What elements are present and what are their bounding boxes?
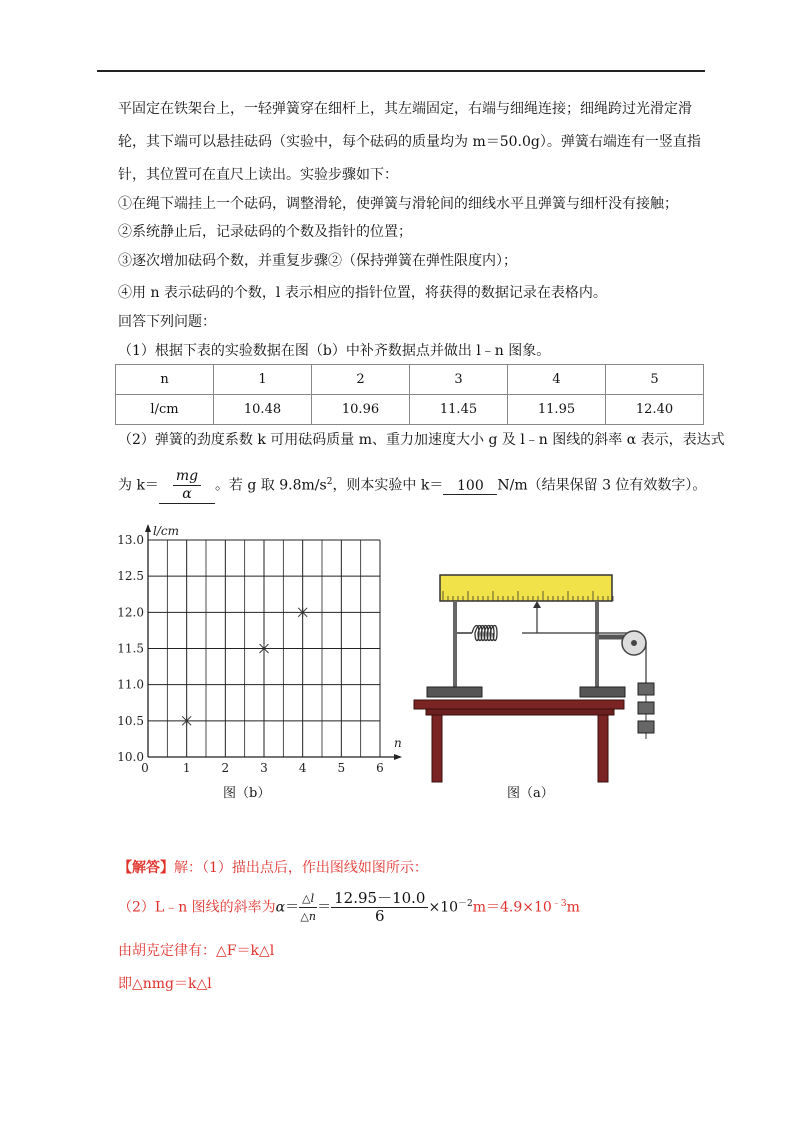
right-base	[580, 687, 625, 697]
y-tick-label: 12.5	[117, 569, 144, 584]
table-cell: 10.48	[214, 395, 312, 425]
figure-b-caption: 图（b）	[223, 786, 271, 801]
table-cell: 10.96	[312, 395, 410, 425]
y-tick-label: 12.0	[117, 605, 144, 620]
y-tick-label: 13.0	[117, 533, 144, 547]
slope-prefix: （2）L﹣n 图线的斜率为	[118, 899, 276, 916]
slope-result: m＝4.9×10	[472, 899, 552, 916]
spring	[472, 626, 497, 641]
delta-n: △n	[300, 910, 316, 923]
k-value-suffix: N/m（结果保留 3 位有效数字）。	[497, 477, 707, 494]
delta-l: △l	[299, 890, 317, 908]
ruler	[440, 575, 612, 601]
exponent-2: ﹣3	[551, 898, 567, 909]
table-cell: 4	[508, 365, 606, 395]
table-leg-left	[432, 715, 442, 782]
figure-a-caption: 图（a）	[507, 786, 554, 801]
question-1: （1）根据下表的实验数据在图（b）中补齐数据点并做出 l﹣n 图象。	[118, 343, 551, 359]
table-cell: n	[116, 365, 214, 395]
table-apron	[426, 709, 614, 715]
exponent-1: －2	[458, 898, 473, 909]
y-tick-label: 11.0	[117, 677, 144, 692]
value-fraction	[331, 890, 428, 925]
answer-line-4: 即△nmg＝k△l	[118, 976, 212, 992]
answer-line-1	[118, 857, 428, 877]
intro-line-3: 针，其位置可在直尺上读出。实验步骤如下：	[118, 167, 398, 183]
y-axis-label: l/cm	[153, 524, 179, 538]
y-axis-arrow-icon	[145, 524, 151, 532]
table-cell: l/cm	[116, 395, 214, 425]
table-row	[116, 395, 704, 425]
right-post	[595, 601, 599, 689]
answer-tag: 【解答】	[118, 860, 174, 876]
step-1: ①在绳下端挂上一个砝码，调整滑轮，使弹簧与滑轮间的细线水平且弹簧与细杆没有接触；	[118, 196, 678, 212]
intro-line-2: 轮，其下端可以悬挂砝码（实验中，每个砝码的质量均为 m＝50.0g）。弹簧右端连有一竖直指	[118, 134, 701, 150]
weight-2	[638, 702, 654, 714]
apparatus-figure	[410, 565, 660, 785]
left-base	[427, 687, 482, 697]
table-top	[414, 700, 624, 709]
step-2: ②系统静止后，记录砝码的个数及指针的位置；	[118, 224, 412, 240]
g-value-text: 。若 g 取 9.8m/s	[214, 477, 327, 494]
data-table	[115, 364, 704, 425]
step-3: ③逐次增加砝码个数，并重复步骤②（保持弹簧在弹性限度内）；	[118, 253, 517, 269]
equals-sign: ＝	[317, 899, 332, 916]
x-tick-label: 0	[141, 761, 149, 775]
x-tick-label: 2	[221, 761, 230, 775]
value-numerator: 12.95－10.0	[331, 890, 428, 908]
value-denominator: 6	[375, 907, 385, 925]
question-2-line-2	[118, 468, 706, 504]
times-ten: ×10	[428, 899, 459, 916]
table-cell: 2	[312, 365, 410, 395]
prompt-line: 回答下列问题：	[118, 314, 216, 330]
k-formula-fraction	[173, 468, 201, 503]
x-tick-label: 4	[298, 761, 307, 775]
table-cell: 5	[606, 365, 704, 395]
x-tick-label: 3	[260, 761, 268, 775]
answer-line-2	[118, 890, 580, 925]
y-tick-label: 11.5	[117, 641, 144, 656]
table-cell: 12.40	[606, 395, 704, 425]
y-tick-label: 10.0	[117, 750, 144, 764]
table-cell: 1	[214, 365, 312, 395]
x-tick-label: 5	[337, 761, 346, 775]
x-tick-label: 6	[376, 761, 384, 775]
l-n-chart	[110, 520, 410, 805]
k-answer-blank: 100	[443, 478, 497, 495]
fraction-numerator: mg	[173, 468, 201, 486]
x-axis-label: n	[394, 736, 402, 750]
left-post	[453, 601, 457, 689]
slope-unit: m	[566, 899, 580, 916]
k-expression-prefix: 为 k＝	[118, 477, 159, 494]
pulley-axle	[631, 640, 637, 646]
table-header-row	[116, 365, 704, 395]
table-cell: 11.95	[508, 395, 606, 425]
table-leg-right	[598, 715, 608, 782]
answer-line-3: 由胡克定律有：△F＝k△l	[118, 943, 275, 959]
k-value-prefix: ，则本实验中 k＝	[332, 477, 444, 494]
alpha-symbol: α	[275, 899, 286, 916]
k-formula-blank	[159, 468, 215, 504]
table-cell: 11.45	[410, 395, 508, 425]
pointer-arrow-icon	[533, 601, 541, 608]
answer-text-1: 解：（1）描出点后，作出图线如图所示：	[174, 860, 428, 876]
superscript: 2	[326, 476, 333, 487]
delta-fraction	[299, 890, 317, 925]
table-cell: 3	[410, 365, 508, 395]
x-tick-label: 1	[182, 761, 191, 775]
step-4: ④用 n 表示砝码的个数，l 表示相应的指针位置，将获得的数据记录在表格内。	[118, 285, 607, 301]
equals-sign: ＝	[285, 899, 300, 916]
weight-3	[638, 721, 654, 733]
header-rule	[97, 70, 705, 72]
weight-1	[638, 683, 654, 695]
intro-line-1: 平固定在铁架台上，一轻弹簧穿在细杆上，其左端固定，右端与细绳连接；细绳跨过光滑定滑	[118, 101, 692, 117]
x-axis-arrow-icon	[394, 754, 402, 760]
fraction-denominator: α	[182, 486, 192, 502]
question-2-line-1: （2）弹簧的劲度系数 k 可用砝码质量 m、重力加速度大小 g 及 l﹣n 图线的斜率 α 表示，表达式	[118, 432, 725, 448]
y-tick-label: 10.5	[117, 713, 144, 728]
